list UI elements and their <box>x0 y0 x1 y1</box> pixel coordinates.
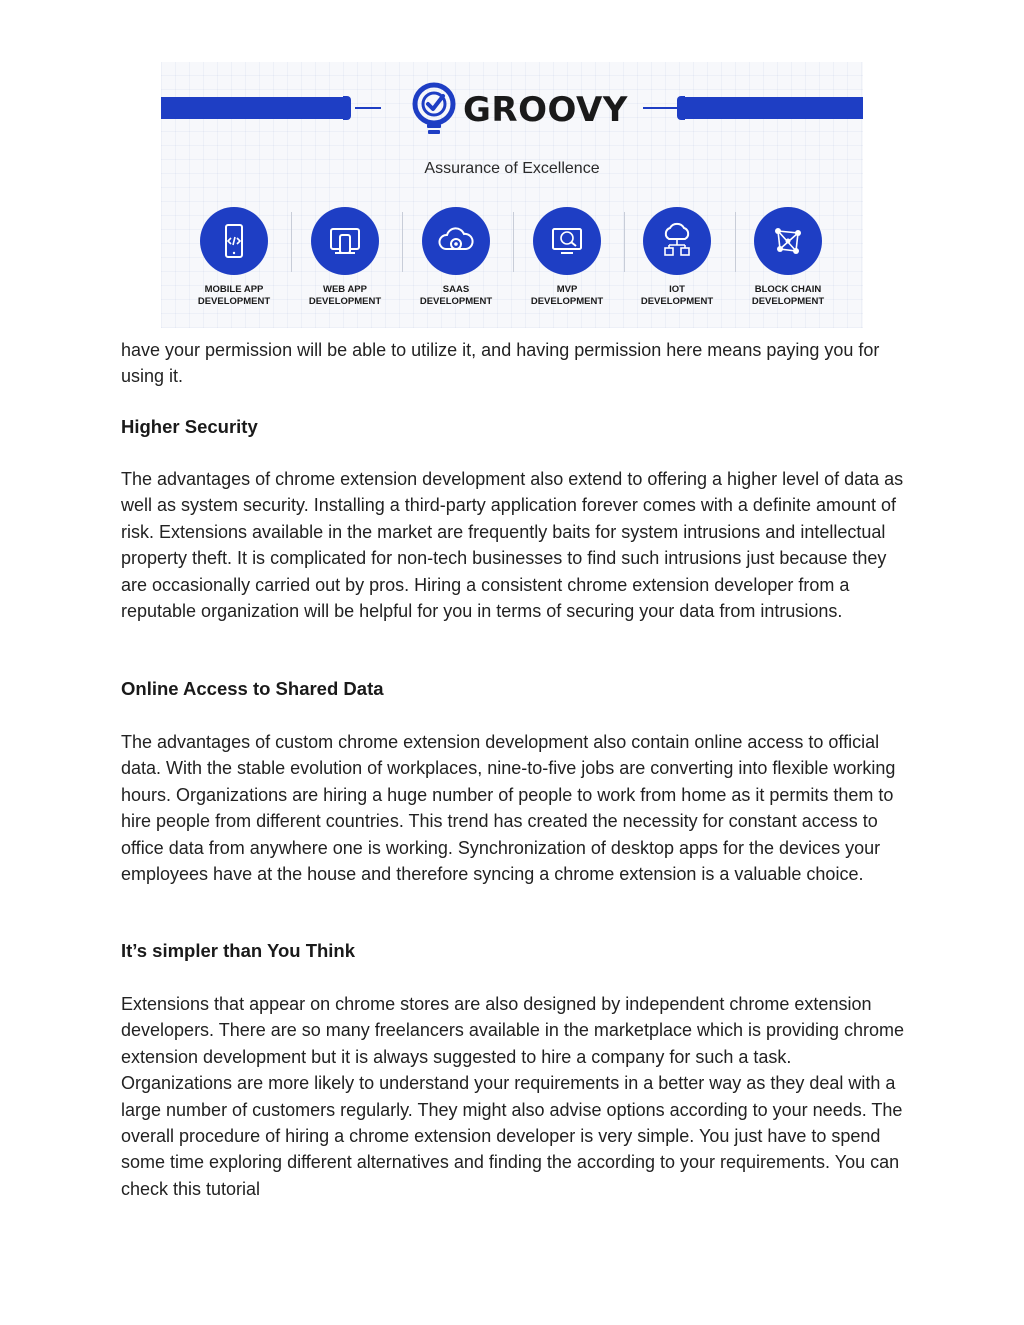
section-higher-security <box>121 414 906 440</box>
blockchain-network-icon <box>755 208 821 274</box>
banner-left-line <box>355 107 381 109</box>
web-devices-icon <box>312 208 378 274</box>
groovy-logo <box>409 82 628 138</box>
service-label: IOT DEVELOPMENT <box>640 284 714 307</box>
brand-name: GROOVY <box>463 90 628 130</box>
service-mobile-app <box>179 208 289 308</box>
service-saas <box>401 208 511 308</box>
services-row <box>161 208 863 308</box>
iot-cloud-icon <box>644 208 710 274</box>
banner-left-bar <box>161 97 347 119</box>
section-simpler-body <box>121 991 906 1202</box>
mvp-monitor-icon <box>534 208 600 274</box>
banner-right-bar <box>679 97 863 119</box>
banner-right-bar-tip <box>677 96 685 120</box>
service-blockchain <box>733 208 843 308</box>
section-simpler <box>121 938 906 964</box>
section-paragraph: Extensions that appear on chrome stores are also designed by independent chrome extension developers. There are so many freelancers available in the marketplace which is providing chrome extension development but it is always suggested to hire a company for such a task. Organizations are more likely to understand your requirements in a better way as they deal with a large number of customers regularly. They might also advise options according to your needs. The overall procedure of hiring a chrome extension developer is very simple. You just have to spend some time exploring different alternatives and finding the according to your requirements. You can check this tutorial <box>121 994 905 1199</box>
mobile-code-icon <box>201 208 267 274</box>
intro-paragraph: have your permission will be able to utilize it, and having permission here means paying you for using it. <box>121 340 880 387</box>
section-heading: Higher Security <box>121 416 258 437</box>
service-mvp <box>512 208 622 308</box>
brand-tagline: Assurance of Excellence <box>424 160 600 177</box>
banner-left-bar-tip <box>343 96 351 120</box>
service-label: WEB APP DEVELOPMENT <box>308 284 382 307</box>
service-label: BLOCK CHAIN DEVELOPMENT <box>751 284 825 307</box>
section-online-access-body <box>121 729 906 887</box>
section-paragraph: The advantages of chrome extension development also extend to offering a higher level of data as well as system security. Installing a third-party application forever comes with a definite amount of risk. Extensions available in the market are frequently baits for system intrusions and intellectual property theft. It is complicated for non-tech businesses to find such intrusions just because they are occasionally carried out by pros. Hiring a consistent chrome extension developer from a reputable organization will be helpful for you in terms of securing your data from intrusions. <box>121 469 904 622</box>
service-web-app <box>290 208 400 308</box>
section-online-access <box>121 676 906 702</box>
intro-paragraph-block <box>121 337 906 390</box>
section-higher-security-body <box>121 466 906 624</box>
groovy-banner-image <box>161 62 863 328</box>
section-heading: Online Access to Shared Data <box>121 678 384 699</box>
service-label: SAAS DEVELOPMENT <box>419 284 493 307</box>
banner-right-line <box>643 107 677 109</box>
cloud-gear-icon <box>423 208 489 274</box>
lightbulb-check-icon <box>409 82 459 138</box>
service-label: MVP DEVELOPMENT <box>530 284 604 307</box>
section-heading: It’s simpler than You Think <box>121 940 356 961</box>
section-paragraph: The advantages of custom chrome extension development also contain online access to official data. With the stable evolution of workplaces, nine-to-five jobs are converting into flexible working hours. Organizations are hiring a huge number of people to work from home as it permits them to hire people from different countries. This trend has created the necessity for constant access to office data from anywhere one is working. Synchronization of desktop apps for the devices your employees have at the house and therefore syncing a chrome extension is a valuable choice. <box>121 732 896 885</box>
service-iot <box>622 208 732 308</box>
service-label: MOBILE APP DEVELOPMENT <box>197 284 271 307</box>
